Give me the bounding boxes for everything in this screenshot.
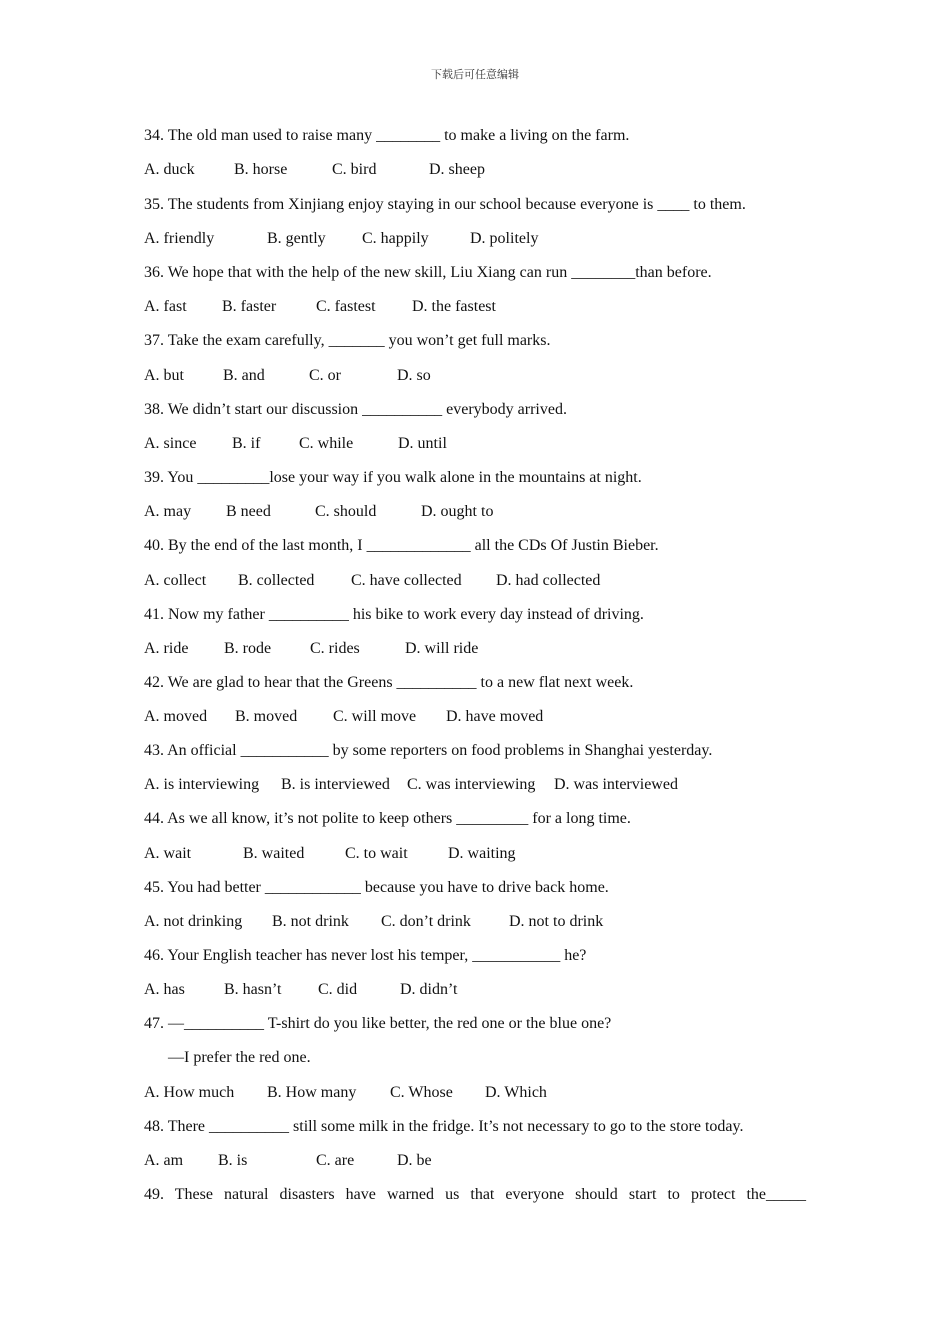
option-d: D. sheep [429, 161, 485, 178]
question-34: 34. The old man used to raise many ________ to make a living on the farm. [144, 127, 630, 144]
option-a: A. am [144, 1152, 184, 1169]
option-b: B. gently [267, 230, 326, 247]
option-d: D. have moved [446, 708, 544, 725]
option-a: A. may [144, 503, 192, 520]
option-d: D. had collected [496, 572, 601, 589]
option-c: C. to wait [345, 845, 408, 862]
option-c: C. happily [362, 230, 429, 247]
option-d: D. ought to [421, 503, 494, 520]
question-43: 43. An official ___________ by some reporters on food problems in Shanghai yesterday. [144, 742, 713, 759]
option-c: C. Whose [390, 1084, 453, 1101]
question-47: 47. —__________ T-shirt do you like better, the red one or the blue one? [144, 1015, 612, 1032]
question-42: 42. We are glad to hear that the Greens __________ to a new flat next week. [144, 674, 634, 691]
option-d: D. politely [470, 230, 539, 247]
option-b: B. How many [267, 1084, 357, 1101]
option-c: C. while [299, 435, 354, 452]
option-b: B. faster [222, 298, 277, 315]
question-38: 38. We didn’t start our discussion __________ everybody arrived. [144, 401, 567, 418]
option-d: D. not to drink [509, 913, 604, 930]
option-b: B. collected [238, 572, 315, 589]
option-b: B. moved [235, 708, 298, 725]
option-a: A. but [144, 367, 184, 384]
option-d: D. be [397, 1152, 432, 1169]
option-a: A. wait [144, 845, 192, 862]
page-header: 下载后可任意编辑 [431, 68, 519, 81]
question-44: 44. As we all know, it’s not polite to keep others _________ for a long time. [144, 810, 631, 827]
question-40: 40. By the end of the last month, I _____________ all the CDs Of Justin Bieber. [144, 537, 659, 554]
option-c: C. did [318, 981, 358, 998]
question-36: 36. We hope that with the help of the new skill, Liu Xiang can run ________than before. [144, 264, 712, 281]
option-d: D. until [398, 435, 447, 452]
options-48 [144, 1151, 432, 1271]
option-c: C. don’t drink [381, 913, 471, 930]
option-a: A. fast [144, 298, 187, 315]
option-c: C. will move [333, 708, 417, 725]
option-a: A. has [144, 981, 185, 998]
option-a: A. friendly [144, 230, 215, 247]
option-a: A. collect [144, 572, 207, 589]
option-d: D. the fastest [412, 298, 496, 315]
option-c: C. or [309, 367, 341, 384]
option-c: C. bird [332, 161, 377, 178]
option-b: B. not drink [272, 913, 349, 930]
question-47-response: —I prefer the red one. [168, 1049, 311, 1066]
option-b: B need [226, 503, 271, 520]
question-41: 41. Now my father __________ his bike to work every day instead of driving. [144, 606, 644, 623]
option-d: D. so [397, 367, 431, 384]
option-c: C. have collected [351, 572, 462, 589]
option-c: C. rides [310, 640, 360, 657]
option-b: B. rode [224, 640, 272, 657]
option-d: D. Which [485, 1084, 547, 1101]
option-b: B. if [232, 435, 261, 452]
question-48: 48. There __________ still some milk in the fridge. It’s not necessary to go to the store today. [144, 1118, 744, 1135]
question-46: 46. Your English teacher has never lost his temper, ___________ he? [144, 947, 587, 964]
option-c: C. should [315, 503, 377, 520]
question-39: 39. You _________lose your way if you walk alone in the mountains at night. [144, 469, 642, 486]
option-d: D. was interviewed [554, 776, 678, 793]
option-c: C. fastest [316, 298, 376, 315]
option-a: A. since [144, 435, 197, 452]
option-b: B. is interviewed [281, 776, 390, 793]
option-b: B. and [223, 367, 265, 384]
option-a: A. moved [144, 708, 208, 725]
question-45: 45. You had better ____________ because you have to drive back home. [144, 879, 609, 896]
option-d: D. will ride [405, 640, 479, 657]
option-b: B. hasn’t [224, 981, 282, 998]
question-49: 49. These natural disasters have warned us that everyone should start to protect the_____ [144, 1186, 806, 1203]
option-d: D. didn’t [400, 981, 458, 998]
option-a: A. ride [144, 640, 189, 657]
option-a: A. not drinking [144, 913, 243, 930]
option-b: B. is [218, 1152, 248, 1169]
question-37: 37. Take the exam carefully, _______ you won’t get full marks. [144, 332, 551, 349]
option-b: B. waited [243, 845, 305, 862]
option-c: C. was interviewing [407, 776, 536, 793]
question-35: 35. The students from Xinjiang enjoy staying in our school because everyone is ____ to them. [144, 196, 746, 213]
option-d: D. waiting [448, 845, 516, 862]
option-b: B. horse [234, 161, 288, 178]
option-a: A. duck [144, 161, 195, 178]
option-a: A. is interviewing [144, 776, 260, 793]
option-a: A. How much [144, 1084, 235, 1101]
option-c: C. are [316, 1152, 355, 1169]
